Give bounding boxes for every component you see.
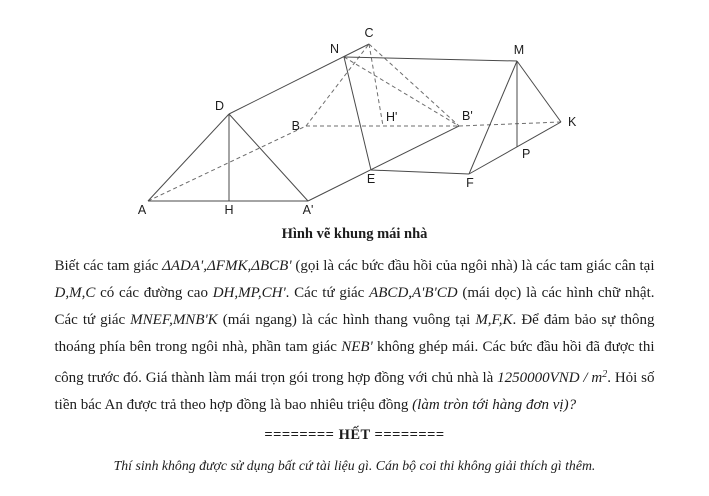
text-segment: Biết các tam giác	[54, 258, 163, 274]
edge-D-C	[229, 44, 369, 114]
edge-E-F	[371, 170, 469, 174]
point-label-H': H'	[386, 110, 398, 124]
edge-F-K	[469, 122, 561, 174]
text-segment: (mái dọc) là các hình chữ nhật. Các tứ giác	[54, 285, 655, 328]
edge-A-D	[148, 114, 229, 201]
text-segment: . Để đảm bảo sự thông thoáng phía bên trong ngôi nhà, phần tam giác	[54, 312, 655, 355]
math-segment: M,F,K	[475, 312, 513, 328]
point-label-E: E	[366, 172, 376, 186]
math-segment: ABCD,A'B'CD	[369, 285, 458, 301]
text-segment: không ghép mái. Các bức đầu hồi đã được thi công trước đó. Giá thành làm mái trọn gói trong hợp đồng với chủ nhà là	[54, 339, 655, 386]
edge-A-B	[148, 126, 306, 201]
point-label-D: D	[214, 99, 224, 113]
edge-C-H'	[369, 44, 383, 126]
text-segment: có các đường cao	[95, 285, 213, 301]
math-segment: 2	[602, 369, 608, 380]
math-segment: (làm tròn tới hàng đơn vị)?	[412, 397, 577, 413]
edge-M-F	[469, 61, 517, 174]
point-label-A: A	[137, 203, 147, 217]
edge-B-C	[306, 44, 369, 126]
point-label-A': A'	[302, 203, 314, 217]
point-label-C: C	[364, 26, 374, 40]
problem-text	[55, 253, 655, 419]
math-segment: DH,MP,CH'	[212, 285, 286, 301]
point-label-P: P	[522, 147, 531, 161]
math-segment: MNEF,MNB'K	[130, 312, 218, 328]
edge-A'-B'	[308, 126, 459, 201]
point-label-N: N	[329, 42, 339, 56]
math-segment: NEB'	[341, 339, 373, 355]
math-segment: D,M,C	[54, 285, 96, 301]
end-divider: ======== HẾT ========	[264, 427, 445, 443]
figure-caption: Hình vẽ khung mái nhà	[281, 226, 428, 242]
edge-B'-K	[459, 122, 561, 126]
edge-N-E	[344, 57, 371, 170]
point-label-H: H	[224, 203, 234, 217]
point-label-K: K	[568, 115, 577, 129]
roof-frame-figure	[0, 0, 709, 224]
edge-N-B'	[344, 57, 459, 126]
point-label-F: F	[466, 176, 474, 190]
text-segment: (gọi là các bức đầu hồi của ngôi nhà) là các tam giác cân tại	[291, 258, 655, 274]
edge-C-B'	[369, 44, 459, 126]
text-segment: (mái ngang) là các hình thang vuông tại	[217, 312, 476, 328]
edge-M-K	[517, 61, 561, 122]
math-segment: ΔADA',ΔFMK,ΔBCB'	[162, 258, 292, 274]
edge-N-M	[344, 57, 517, 61]
exam-footer-note: Thí sinh không được sử dụng bất cứ tài liệu gì. Cán bộ coi thi không giải thích gì thêm.	[113, 458, 596, 473]
point-label-B: B	[291, 119, 300, 133]
text-segment: . Hỏi số tiền bác An được trả theo hợp đồng là bao nhiêu triệu đồng	[54, 370, 655, 413]
text-segment: . Các tứ giác	[285, 285, 370, 301]
math-segment: 1250000VND / m	[497, 370, 603, 386]
point-label-M: M	[513, 43, 525, 57]
point-label-B': B'	[462, 109, 473, 123]
